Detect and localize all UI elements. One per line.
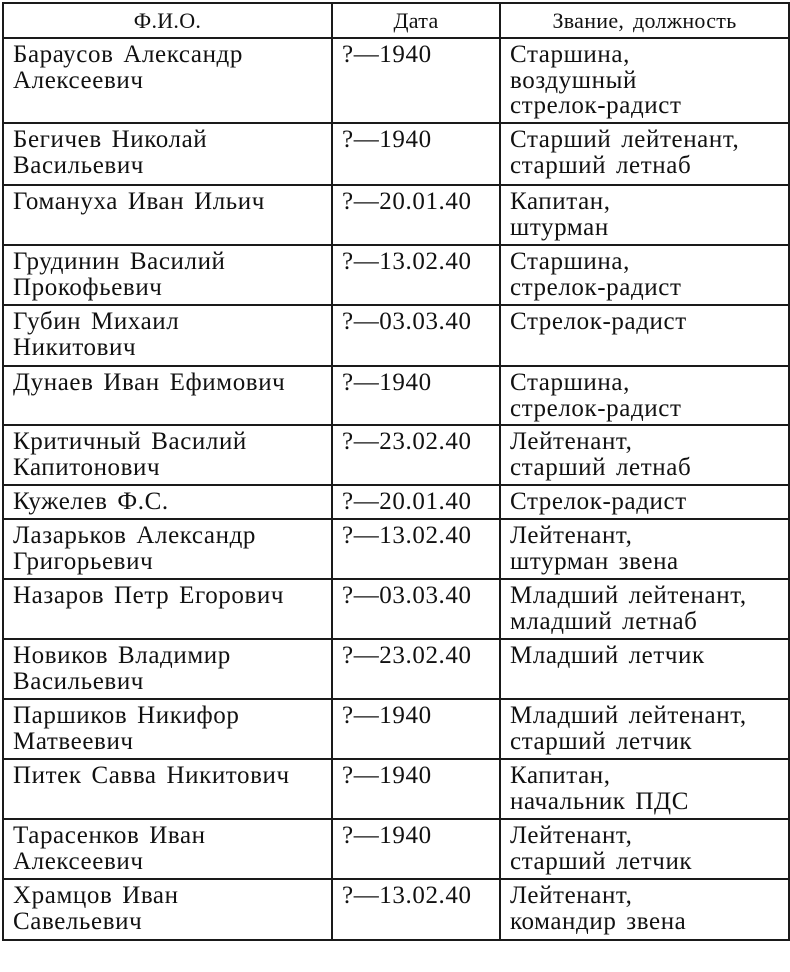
cell-name-line: Лазарьков Александр <box>13 522 257 549</box>
table-row <box>3 579 789 639</box>
cell-date-text: ?—20.01.40 <box>342 188 472 215</box>
cell-name <box>3 579 332 639</box>
table-row <box>3 123 789 185</box>
cell-name <box>3 879 332 940</box>
cell-rank-line: Лейтенант, <box>510 822 633 849</box>
table-row <box>3 38 789 123</box>
cell-name-line: Назаров Петр Егорович <box>13 582 285 609</box>
cell-date <box>332 485 500 519</box>
table-row <box>3 699 789 759</box>
cell-date-text: ?—20.01.40 <box>342 488 472 515</box>
cell-rank-line: младший летнаб <box>510 607 698 635</box>
cell-date-text: ?—1940 <box>342 702 432 729</box>
cell-date <box>332 879 500 940</box>
cell-date-text: ?—1940 <box>342 762 432 789</box>
cell-date <box>332 819 500 879</box>
cell-rank-line: штурман звена <box>510 547 679 575</box>
cell-name-line: Никитович <box>13 333 137 361</box>
cell-name-line: Храмцов Иван <box>13 882 179 909</box>
cell-rank-line: Старший лейтенант, <box>510 126 740 153</box>
cell-name-line: Васильевич <box>13 151 144 179</box>
cell-rank <box>500 579 789 639</box>
cell-name-line: Прокофьевич <box>13 273 163 301</box>
cell-name-line: Грудинин Василий <box>13 248 226 275</box>
cell-date-text: ?—1940 <box>342 822 432 849</box>
cell-name-line: Дунаев Иван Ефимович <box>13 369 286 396</box>
cell-date <box>332 38 500 123</box>
cell-name-line: Алексеевич <box>13 847 144 875</box>
cell-rank-line: старший летнаб <box>510 453 692 481</box>
cell-rank-line: Младший лейтенант, <box>510 702 747 729</box>
cell-name-line: Гомануха Иван Ильич <box>13 188 265 215</box>
cell-rank-line: стрелок-радист <box>510 394 682 422</box>
table-row <box>3 425 789 485</box>
cell-rank <box>500 123 789 185</box>
cell-date <box>332 519 500 579</box>
cell-name-line: Критичный Василий <box>13 428 247 455</box>
cell-name-line: Новиков Владимир <box>13 642 231 669</box>
table-row <box>3 879 789 940</box>
cell-date <box>332 699 500 759</box>
cell-name <box>3 699 332 759</box>
cell-name <box>3 38 332 123</box>
cell-rank-line: штурман <box>510 213 609 241</box>
personnel-table <box>2 2 790 941</box>
cell-date <box>332 366 500 425</box>
cell-rank-line: Стрелок-радист <box>510 308 687 335</box>
cell-date <box>332 185 500 245</box>
cell-rank <box>500 425 789 485</box>
table-row <box>3 759 789 819</box>
cell-date <box>332 245 500 305</box>
cell-date-text: ?—1940 <box>342 41 432 68</box>
cell-rank <box>500 245 789 305</box>
cell-rank <box>500 38 789 123</box>
cell-rank <box>500 485 789 519</box>
cell-date-text: ?—23.02.40 <box>342 428 472 455</box>
cell-name <box>3 185 332 245</box>
cell-name <box>3 819 332 879</box>
table-body <box>3 38 789 940</box>
cell-date-text: ?—23.02.40 <box>342 642 472 669</box>
cell-rank-line: старший летнаб <box>510 151 692 179</box>
header-row <box>3 3 789 38</box>
cell-date <box>332 759 500 819</box>
cell-rank <box>500 879 789 940</box>
cell-name-line: Савельевич <box>13 907 143 935</box>
cell-date-text: ?—1940 <box>342 126 432 153</box>
cell-rank-line: Старшина, <box>510 41 630 68</box>
cell-rank <box>500 519 789 579</box>
cell-rank <box>500 305 789 366</box>
cell-name-line: Бараусов Александр <box>13 41 243 68</box>
cell-rank-line: Лейтенант, <box>510 428 633 455</box>
cell-name-line: Кужелев Ф.С. <box>13 488 169 515</box>
column-header-name: Ф.И.О. <box>3 3 332 38</box>
cell-rank-line: Младший лейтенант, <box>510 582 747 609</box>
cell-date <box>332 123 500 185</box>
cell-name-line: Питек Савва Никитович <box>13 762 290 789</box>
cell-rank-line: воздушный <box>510 66 637 94</box>
table-row <box>3 519 789 579</box>
cell-name <box>3 485 332 519</box>
cell-name-line: Матвеевич <box>13 727 134 755</box>
cell-date-text: ?—13.02.40 <box>342 522 472 549</box>
cell-rank <box>500 639 789 699</box>
cell-name-line: Васильевич <box>13 667 144 695</box>
column-header-date: Дата <box>332 3 500 38</box>
table-row <box>3 305 789 366</box>
cell-rank-line: командир звена <box>510 907 687 935</box>
cell-rank-line: Лейтенант, <box>510 522 633 549</box>
cell-name <box>3 759 332 819</box>
cell-rank <box>500 699 789 759</box>
cell-rank-line: Лейтенант, <box>510 882 633 909</box>
cell-rank <box>500 819 789 879</box>
cell-name-line: Бегичев Николай <box>13 126 208 153</box>
table-row <box>3 245 789 305</box>
cell-rank-line: Младший летчик <box>510 642 705 669</box>
cell-name <box>3 305 332 366</box>
table-header <box>3 3 789 38</box>
cell-rank-line: Старшина, <box>510 369 630 396</box>
table-row <box>3 485 789 519</box>
cell-name-line: Тарасенков Иван <box>13 822 206 849</box>
cell-name-line: Капитонович <box>13 453 161 481</box>
cell-rank <box>500 185 789 245</box>
cell-rank-line: Капитан, <box>510 188 611 215</box>
cell-rank-line: Капитан, <box>510 762 611 789</box>
cell-date <box>332 639 500 699</box>
cell-date-text: ?—03.03.40 <box>342 308 472 335</box>
cell-date-text: ?—13.02.40 <box>342 882 472 909</box>
cell-rank <box>500 759 789 819</box>
cell-date <box>332 579 500 639</box>
cell-date-text: ?—1940 <box>342 369 432 396</box>
cell-rank-line: Старшина, <box>510 248 630 275</box>
cell-date-text: ?—13.02.40 <box>342 248 472 275</box>
cell-name-line: Паршиков Никифор <box>13 702 240 729</box>
cell-name <box>3 123 332 185</box>
cell-name-line: Губин Михаил <box>13 308 180 335</box>
column-header-rank: Звание, должность <box>500 3 789 38</box>
cell-name <box>3 425 332 485</box>
cell-name-line: Алексеевич <box>13 66 144 94</box>
cell-date-text: ?—03.03.40 <box>342 582 472 609</box>
table-row <box>3 639 789 699</box>
cell-name-line: Григорьевич <box>13 547 154 575</box>
table-row <box>3 366 789 425</box>
cell-name <box>3 245 332 305</box>
cell-rank-line: начальник ПДС <box>510 787 689 815</box>
cell-rank <box>500 366 789 425</box>
cell-date <box>332 305 500 366</box>
cell-rank-line: старший летчик <box>510 727 693 755</box>
cell-name <box>3 519 332 579</box>
cell-rank-line: стрелок-радист <box>510 92 682 119</box>
cell-rank-line: стрелок-радист <box>510 273 682 301</box>
cell-rank-line: Стрелок-радист <box>510 488 687 515</box>
cell-rank-line: старший летчик <box>510 847 693 875</box>
cell-name <box>3 639 332 699</box>
cell-name <box>3 366 332 425</box>
table-row <box>3 819 789 879</box>
table-row <box>3 185 789 245</box>
cell-date <box>332 425 500 485</box>
